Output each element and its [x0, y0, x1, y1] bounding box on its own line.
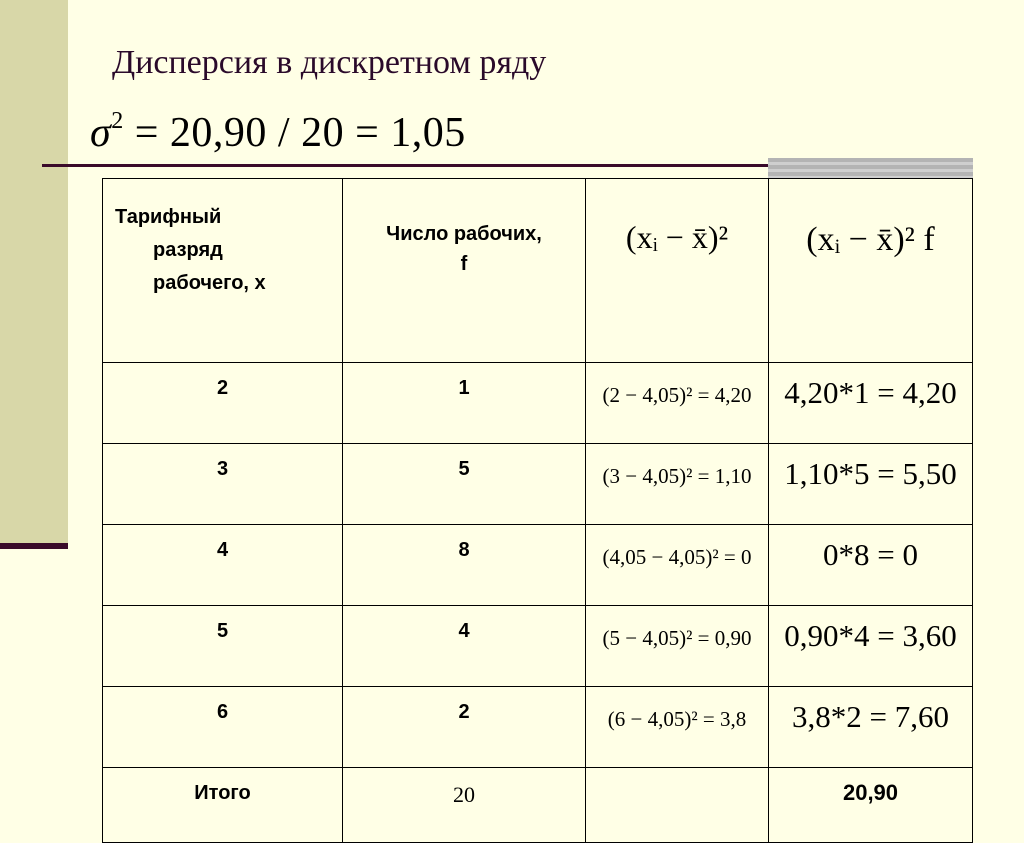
total-label: Итого [103, 768, 343, 843]
cell-x: 2 [103, 363, 343, 444]
cell-sq-dev-f: 0,90*4 = 3,60 [769, 606, 973, 687]
cell-sq-dev-f: 1,10*5 = 5,50 [769, 444, 973, 525]
cell-sq-dev-f: 3,8*2 = 7,60 [769, 687, 973, 768]
table-row [103, 687, 973, 768]
header-count [343, 179, 586, 363]
cell-sq-dev: (2 − 4,05)² = 4,20 [586, 363, 769, 444]
total-f: 20 [343, 768, 586, 843]
header-rank-line3: рабочего, х [153, 272, 266, 294]
variance-table [102, 178, 973, 843]
cell-sq-dev: (4,05 − 4,05)² = 0 [586, 525, 769, 606]
cell-sq-dev-f: 4,20*1 = 4,20 [769, 363, 973, 444]
table-row [103, 606, 973, 687]
decorative-sidebar-strip [0, 0, 68, 543]
formula-rest: = 20,90 / 20 = 1,05 [123, 110, 466, 156]
cell-x: 4 [103, 525, 343, 606]
table-row [103, 444, 973, 525]
table-header-row [103, 179, 973, 363]
slide-title: Дисперсия в дискретном ряду [112, 44, 547, 81]
header-sq-dev-f: (xᵢ − x̄)² f [769, 179, 973, 363]
cell-x: 3 [103, 444, 343, 525]
cell-sq-dev: (5 − 4,05)² = 0,90 [586, 606, 769, 687]
cell-x: 6 [103, 687, 343, 768]
cell-f: 4 [343, 606, 586, 687]
variance-formula [90, 108, 466, 157]
cell-sq-dev: (3 − 4,05)² = 1,10 [586, 444, 769, 525]
table-row [103, 525, 973, 606]
formula-symbol: σ [90, 110, 112, 156]
header-rank-line1: Тарифный [115, 206, 222, 228]
cell-f: 8 [343, 525, 586, 606]
header-count-line1: Число рабочих, [386, 223, 542, 245]
header-rank-line2: разряд [153, 239, 223, 261]
decorative-sidebar-mark [0, 543, 68, 549]
cell-sq-dev: (6 − 4,05)² = 3,8 [586, 687, 769, 768]
header-rank [103, 179, 343, 363]
cell-f: 1 [343, 363, 586, 444]
cell-f: 5 [343, 444, 586, 525]
cell-f: 2 [343, 687, 586, 768]
header-count-line2: f [460, 253, 468, 275]
table-total-row [103, 768, 973, 843]
cell-x: 5 [103, 606, 343, 687]
total-empty-cell [586, 768, 769, 843]
total-sum: 20,90 [769, 768, 973, 843]
cell-sq-dev-f: 0*8 = 0 [769, 525, 973, 606]
formula-exponent: 2 [111, 108, 124, 134]
header-sq-dev: (xᵢ − x̄)² [586, 179, 769, 363]
decorative-gray-bar [768, 158, 973, 178]
table-row [103, 363, 973, 444]
